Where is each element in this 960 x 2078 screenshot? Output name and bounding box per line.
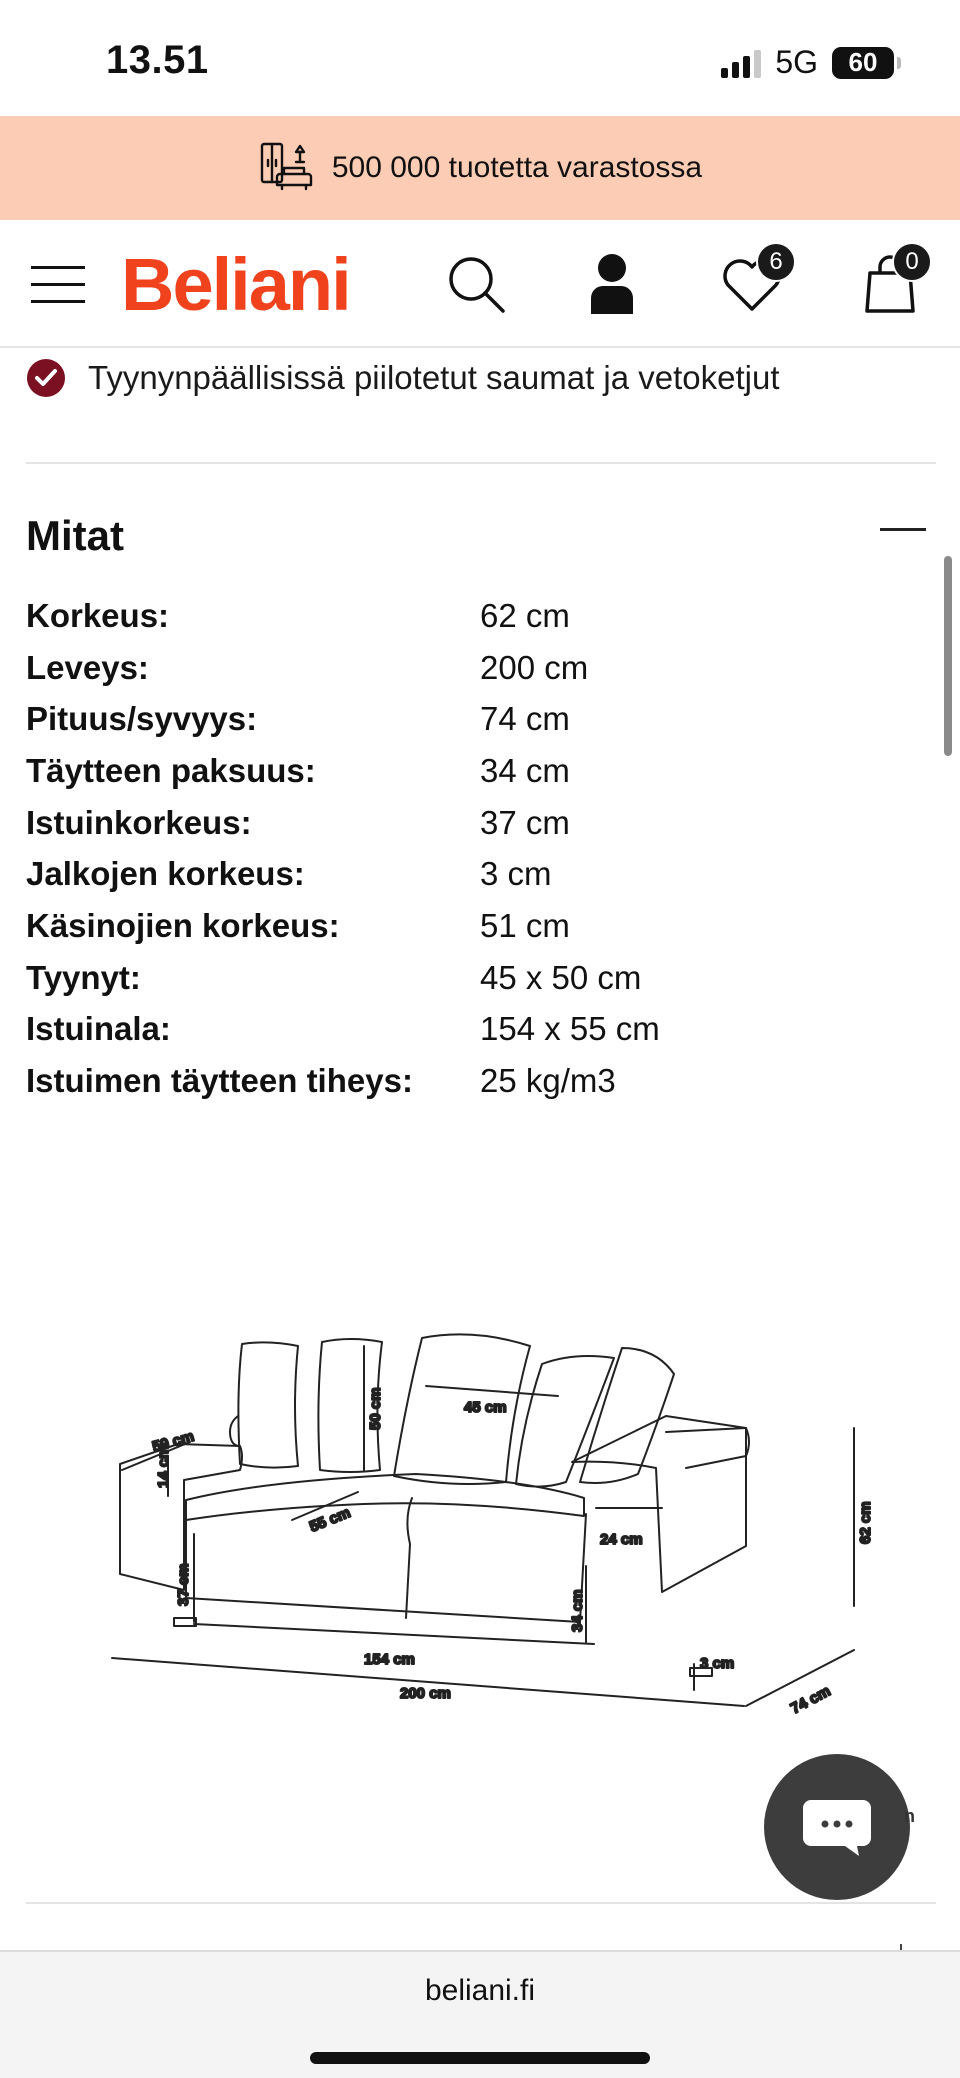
- dimension-line: [194, 1624, 594, 1644]
- chat-label-partial: n: [904, 1806, 915, 1826]
- check-circle-icon: [26, 358, 66, 398]
- site-header: [0, 220, 960, 348]
- diagram-label: 74 cm: [787, 1682, 834, 1718]
- dimension-row: [26, 952, 906, 1004]
- diagram-label: 154 cm: [364, 1651, 415, 1668]
- sofa-seat: [186, 1474, 584, 1520]
- dimension-label: Käsinojien korkeus:: [26, 906, 340, 944]
- dimension-value: 34 cm: [480, 751, 570, 789]
- warehouse-furniture-icon: [258, 138, 314, 199]
- user-icon: [587, 252, 637, 316]
- beliani-logo[interactable]: [116, 220, 396, 348]
- cushion: [394, 1334, 530, 1484]
- diagram-label: 50 cm: [367, 1387, 384, 1430]
- diagram-label: 24 cm: [600, 1531, 643, 1548]
- account-button[interactable]: [576, 220, 648, 348]
- sofa-armrest: [230, 1416, 238, 1446]
- menu-button[interactable]: [22, 220, 94, 348]
- status-bar: [0, 0, 960, 116]
- search-icon: [445, 253, 507, 315]
- dimension-row: [26, 1055, 906, 1107]
- feature-text: Tyynynpäällisissä piilotetut saumat ja vetoketjut: [88, 359, 780, 396]
- logo-text: Beliani: [121, 243, 350, 326]
- dimension-row: [26, 848, 906, 900]
- chat-bubble-icon: [801, 1796, 873, 1858]
- dimension-label: Täytteen paksuus:: [26, 751, 316, 789]
- scrollbar[interactable]: [944, 556, 952, 756]
- diagram-label: 45 cm: [464, 1399, 507, 1416]
- status-time: 13.51: [106, 38, 209, 82]
- promo-text: 500 000 tuotetta varastossa: [331, 151, 703, 184]
- section-divider: [26, 1902, 936, 1904]
- dimension-row: [26, 642, 906, 694]
- dimension-value: 3 cm: [480, 855, 552, 893]
- status-indicators: [721, 44, 894, 81]
- diagram-label: 3 cm: [700, 1655, 735, 1672]
- browser-bottom-bar: [0, 1950, 960, 2078]
- dimension-row: [26, 797, 906, 849]
- diagram-label: 37 cm: [175, 1563, 192, 1606]
- chat-button[interactable]: [764, 1754, 910, 1900]
- network-type: 5G: [775, 44, 818, 80]
- battery-icon: [832, 47, 894, 79]
- dimension-value: 74 cm: [480, 700, 570, 738]
- dimension-row: [26, 590, 906, 642]
- search-button[interactable]: [440, 220, 512, 348]
- dimension-label: Korkeus:: [26, 596, 170, 634]
- dimension-value: 37 cm: [480, 803, 570, 841]
- dimension-label: Istuinala:: [26, 1010, 171, 1048]
- signal-icon: [721, 48, 761, 78]
- minus-icon: [880, 528, 926, 531]
- diagram-label: 55 cm: [307, 1504, 353, 1536]
- section-divider: [26, 462, 936, 464]
- sofa-leg: [174, 1618, 196, 1626]
- sofa-seat: [186, 1514, 586, 1622]
- home-indicator[interactable]: [310, 2052, 650, 2064]
- wishlist-count-badge: 6: [756, 242, 796, 282]
- dimension-value: 51 cm: [480, 906, 570, 944]
- diagram-label: 34 cm: [569, 1589, 586, 1632]
- battery-level: 60: [848, 47, 878, 77]
- cushion: [238, 1342, 298, 1467]
- dimension-row: [26, 1004, 906, 1056]
- address-bar[interactable]: beliani.fi: [424, 1974, 536, 2007]
- dimension-label: Pituus/syvyys:: [26, 700, 258, 738]
- dimension-row: [26, 745, 906, 797]
- dimension-label: Tyynyt:: [26, 958, 141, 996]
- feature-item: [26, 352, 946, 404]
- dimension-label: Leveys:: [26, 648, 149, 686]
- diagram-label: 62 cm: [857, 1501, 874, 1544]
- cart-button[interactable]: [850, 220, 930, 348]
- dimension-value: 45 x 50 cm: [480, 958, 642, 996]
- collapse-button[interactable]: [878, 508, 928, 552]
- dimensions-table: [26, 590, 906, 1107]
- dimensions-title: Mitat: [26, 512, 124, 559]
- dimension-row: [26, 900, 906, 952]
- sofa-seat: [406, 1498, 412, 1618]
- hamburger-menu-icon: [29, 262, 87, 306]
- promo-banner[interactable]: [0, 116, 960, 220]
- diagram-label: 200 cm: [400, 1685, 451, 1702]
- dimension-label: Jalkojen korkeus:: [26, 855, 305, 893]
- sofa-armrest: [572, 1416, 746, 1592]
- dimension-label: Istuimen täytteen tiheys:: [26, 1062, 413, 1100]
- dimension-line: [426, 1386, 558, 1396]
- diagram-label: 14 cm: [155, 1445, 172, 1488]
- sofa-armrest: [666, 1428, 749, 1468]
- wishlist-button[interactable]: [712, 220, 792, 348]
- dimension-value: 200 cm: [480, 648, 589, 686]
- sofa-dimensions-diagram: [110, 1320, 874, 1740]
- cart-count-badge: 0: [892, 242, 932, 282]
- dimension-value: 25 kg/m3: [480, 1062, 616, 1100]
- dimension-label: Istuinkorkeus:: [26, 803, 252, 841]
- dimension-value: 154 x 55 cm: [480, 1010, 660, 1048]
- dimension-row: [26, 693, 906, 745]
- dimension-value: 62 cm: [480, 596, 570, 634]
- diagram-label: 59 cm: [150, 1427, 197, 1456]
